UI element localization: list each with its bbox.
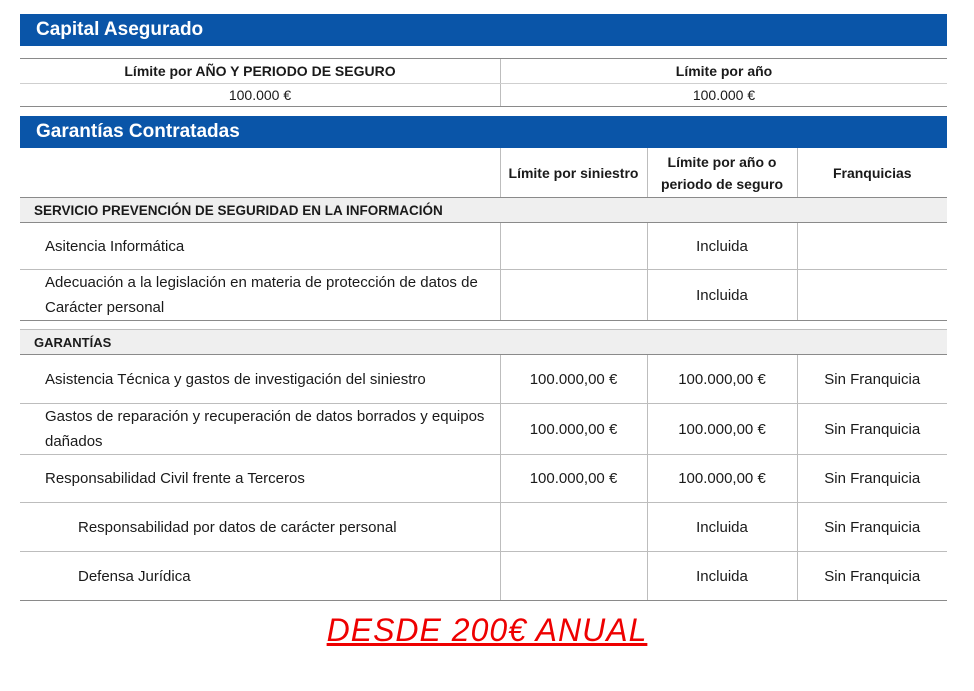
row-siniestro bbox=[500, 270, 647, 321]
capital-asegurado-header bbox=[20, 14, 947, 46]
row-label: Asitencia Informática bbox=[20, 223, 500, 270]
capital-table bbox=[20, 58, 947, 107]
table-row bbox=[20, 552, 947, 601]
row-label: Responsabilidad por datos de carácter personal bbox=[20, 503, 500, 552]
spacer-cell bbox=[20, 321, 947, 330]
capital-header-periodo: Límite por AÑO Y PERIODO DE SEGURO bbox=[20, 59, 501, 84]
row-franquicia bbox=[797, 270, 947, 321]
row-label: Responsabilidad Civil frente a Terceros bbox=[20, 455, 500, 503]
row-anual: Incluida bbox=[647, 552, 797, 601]
row-label: Asistencia Técnica y gastos de investigación del siniestro bbox=[20, 355, 500, 404]
row-anual: 100.000,00 € bbox=[647, 455, 797, 503]
row-siniestro: 100.000,00 € bbox=[500, 455, 647, 503]
row-label: Gastos de reparación y recuperación de datos borrados y equipos dañados bbox=[20, 404, 500, 455]
section-spacer bbox=[20, 321, 947, 330]
row-siniestro bbox=[500, 503, 647, 552]
capital-header-anual: Límite por año bbox=[501, 59, 948, 84]
row-siniestro bbox=[500, 223, 647, 270]
section-title-prevencion: SERVICIO PREVENCIÓN DE SEGURIDAD EN LA INFORMACIÓN bbox=[20, 198, 947, 223]
table-row bbox=[20, 223, 947, 270]
row-franquicia: Sin Franquicia bbox=[797, 503, 947, 552]
section-header bbox=[20, 330, 947, 355]
row-franquicia: Sin Franquicia bbox=[797, 355, 947, 404]
header-limite-siniestro: Límite por siniestro bbox=[500, 148, 647, 198]
capital-value-periodo: 100.000 € bbox=[20, 84, 501, 107]
table-row bbox=[20, 355, 947, 404]
row-franquicia: Sin Franquicia bbox=[797, 552, 947, 601]
table-row bbox=[20, 270, 947, 321]
row-anual: Incluida bbox=[647, 503, 797, 552]
header-franquicias: Franquicias bbox=[797, 148, 947, 198]
section-header bbox=[20, 198, 947, 223]
garantias-contratadas-title: Garantías Contratadas bbox=[36, 121, 240, 142]
row-franquicia: Sin Franquicia bbox=[797, 404, 947, 455]
capital-asegurado-title: Capital Asegurado bbox=[36, 19, 204, 40]
section-title-garantias: GARANTÍAS bbox=[20, 330, 947, 355]
capital-value-anual: 100.000 € bbox=[501, 84, 948, 107]
header-limite-anual: Límite por año o periodo de seguro bbox=[647, 148, 797, 198]
promo-price-text: DESDE 200€ ANUAL bbox=[326, 612, 648, 648]
row-label: Defensa Jurídica bbox=[20, 552, 500, 601]
row-anual: Incluida bbox=[647, 270, 797, 321]
garantias-table bbox=[20, 148, 947, 601]
row-anual: Incluida bbox=[647, 223, 797, 270]
row-siniestro: 100.000,00 € bbox=[500, 404, 647, 455]
row-label: Adecuación a la legislación en materia de protección de datos de Carácter personal bbox=[20, 270, 500, 321]
table-row bbox=[20, 404, 947, 455]
row-anual: 100.000,00 € bbox=[647, 355, 797, 404]
table-row bbox=[20, 455, 947, 503]
garantias-contratadas-header bbox=[20, 116, 947, 148]
table-row bbox=[20, 503, 947, 552]
row-siniestro: 100.000,00 € bbox=[500, 355, 647, 404]
empty-header-cell bbox=[20, 148, 500, 198]
row-franquicia: Sin Franquicia bbox=[797, 455, 947, 503]
row-anual: 100.000,00 € bbox=[647, 404, 797, 455]
row-franquicia bbox=[797, 223, 947, 270]
garantias-column-headers bbox=[20, 148, 947, 198]
row-siniestro bbox=[500, 552, 647, 601]
